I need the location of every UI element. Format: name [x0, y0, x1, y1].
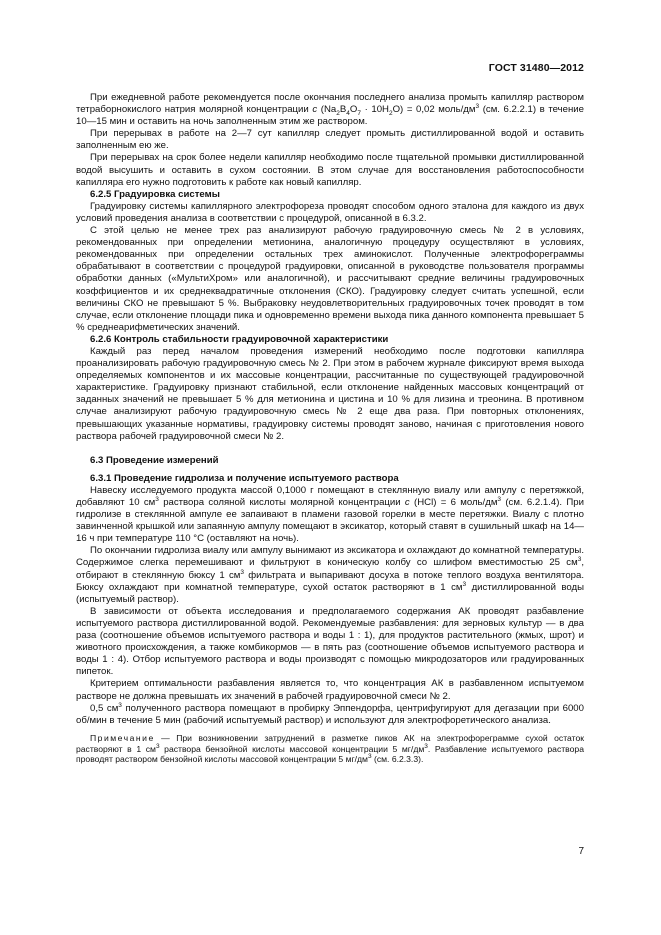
heading-6-3: 6.3 Проведение измерений: [90, 454, 219, 466]
paragraph-stability-control: Каждый раз перед началом проведения измерений необходимо после подготовки капилляра проанализировать рабочую градуировочную смесь № 2. При этом в рабочем журнале фиксируют время выхода определяемых компонентов и их массовые концентрации, рассчитанные по существующей градуировочной характеристике. Градуировку признают стабильной, если отклонение найденных массовых концентраций от заданных значений не превышает 5 % для метионина и цистина и 10 % для лизина и треонина. В противном случае анализируют рабочую градуировочную смесь № 2 еще два раза. При повторных отклонениях, превышающих указанные нормативы, градуировку системы проводят заново, начиная с приготовления нового раствора рабочей градуировочной смеси № 2.: [76, 345, 584, 442]
paragraph-dilution: В зависимости от объекта исследования и предполагаемого содержания АК проводят разбавление испытуемого раствора дистиллированной водой. Рекомендуемые разбавления: для зерновых культур — в два раза (соотношение объемов испытуемого раствора и воды 1 : 1), для продуктов растительного (жмых, шрот) и животного происхождения, а также комбикормов — в пять раз (соотношение объемов испытуемого раствора и воды 1 : 4). Отбор испытуемого раствора и воды производят с помощью микродозаторов или градуированных пипеток.: [76, 605, 584, 678]
standard-header: ГОСТ 31480—2012: [488, 62, 584, 74]
heading-6-2-5: 6.2.5 Градуировка системы: [90, 188, 220, 200]
paragraph-centrifuge: 0,5 $см^3$ полученного раствора помещают в пробирку Эппендорфа, центрифугируют для дегазации при 6000 об/мин в течение 5 мин (рабочий испытуемый раствор) и используют для электрофоретического анализа.: [76, 701, 584, 726]
note-label: Примечание: [90, 732, 155, 743]
paragraph-calibration-procedure: С этой целью не менее трех раз анализируют рабочую градуировочную смесь № 2 в условиях, рекомендованных при определении метионина, аналогичную процедуру осуществляют в условиях, рекомендованных при определении остальных трех аминокислот. Полученные электрофореграммы обрабатывают в соответствии с процедурой градуировки, описанной в руководстве пользователя программы обработки данных («МультиХром» или аналогичной), и рассчитывают средние величины градуировочных коэффициентов и их среднеквадратичные отклонения (СКО). Градуировку следует считать успешной, если величины СКО не превышают 5 %. Выбраковку неудовлетворительных градуировочных точек проводят в том случае, если отклонение площади пика и одновременно времени выхода пика данного компонента превышает 5 % среднеарифметических значений.: [76, 225, 584, 333]
paragraph-calibration-intro: Градуировку системы капиллярного электрофореза проводят способом одного эталона для каждого из двух условий проведения анализа в соответствии с процедурой, описанной в 6.3.2.: [76, 200, 584, 224]
paragraph-break-week: При перерывах на срок более недели капилляр необходимо после тщательной промывки дистиллированной водой высушить и оставить в сухом состоянии. В этом случае для восстановления работоспособности капилляра его нужно подготовить к работе как новый капилляр.: [76, 152, 584, 188]
document-body: [76, 92, 584, 765]
page-number: 7: [578, 846, 584, 857]
heading-6-2-6: 6.2.6 Контроль стабильности градуировочной характеристики: [90, 333, 389, 345]
paragraph-dilution-criterion: Критерием оптимальности разбавления является то, что концентрация АК в разбавленном испытуемом растворе не должна превышать их значений в рабочей градуировочной смеси № 2.: [76, 678, 584, 702]
paragraph-hydrolysis: Навеску исследуемого продукта массой 0,1000 г помещают в стеклянную виалу или ампулу с перетяжкой, добавляют 10 $см^3$ раствора соляной кислоты молярной концентрации c (HCl) = 6 моль/$дм^3$ (см. 6.2.1.4). При гидролизе в стеклянной ампуле ее запаивают в пламени газовой горелки в месте перетяжки. Виалу с плотно завинченной крышкой или запаянную ампулу помещают в эксикатор, который ставят в сушильный шкаф на 14—16 ч при температуре 110 °С (оставляют на ночь).: [76, 484, 584, 545]
paragraph-cooling-filtering: По окончании гидролиза виалу или ампулу вынимают из эксикатора и охлаждают до комнатной температуры. Содержимое слегка перемешивают и фильтруют в коническую колбу со шлифом вместимостью 25 $см^3$, отбирают в стеклянную бюксу 1 $см^3$ фильтрата и выпаривают досуха в потоке теплого воздуха вентилятора. Бюксу охлаждают при комнатной температуре, сухой остаток растворяют в 1 $см^3$ дистиллированной воды (испытуемый раствор).: [76, 545, 584, 605]
paragraph-daily-rinse: При ежедневной работе рекомендуется после окончания последнего анализа промыть капилляр раствором тетраборнокислого натрия молярной концентрации c $(Na_2B_4O_7 \cdot 10H_2O) = 0,02$ моль/$дм^3$ (см. 6.2.2.1) в течение 10—15 мин и оставить на ночь заполненным этим же раствором.: [76, 92, 584, 128]
note-benzoic-acid: Примечание — При возникновении затруднений в разметке пиков АК на электрофореграмме сухой остаток растворяют в 1 $см^3$ раствора бензойной кислоты массовой концентрации 5 $мг/дм^3$. Разбавление испытуемого раствора проводят раствором бензойной кислоты массовой концентрации 5 $мг/дм^3$ (см. 6.2.3.3).: [76, 732, 585, 765]
paragraph-break-2-7-days: При перерывах в работе на 2—7 сут капилляр следует промыть дистиллированной водой и оставить заполненным ею же.: [76, 128, 584, 152]
heading-6-3-1: 6.3.1 Проведение гидролиза и получение испытуемого раствора: [90, 472, 399, 484]
